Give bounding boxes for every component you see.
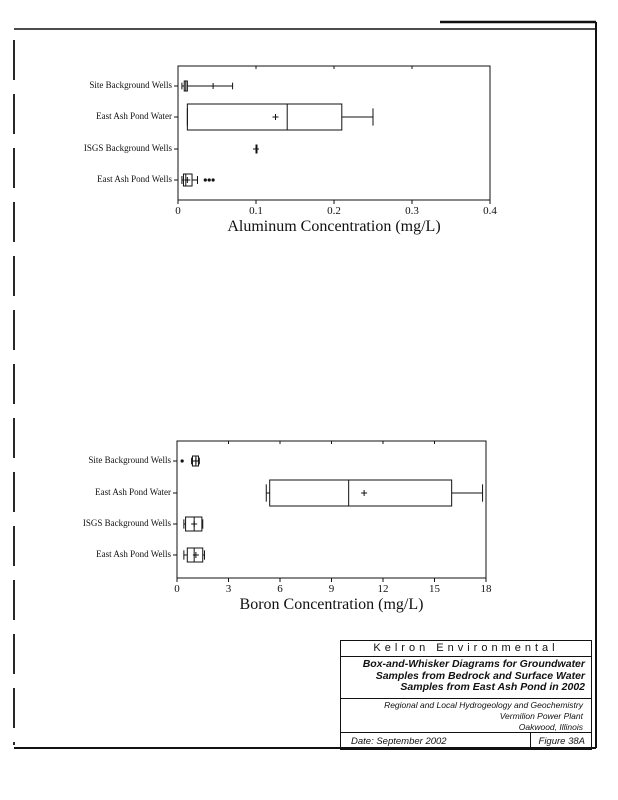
y-category-label: Site Background Wells [89, 80, 172, 90]
box-whisker [184, 517, 203, 531]
y-category-label: East Ash Pond Wells [97, 174, 172, 184]
y-category-label: ISGS Background Wells [82, 518, 171, 528]
figure-title-line: Box-and-Whisker Diagrams for Groundwater [362, 658, 585, 670]
outlier-point [181, 459, 184, 462]
x-tick-label: 0.2 [327, 205, 341, 217]
x-tick-label: 0 [175, 205, 181, 217]
box-whisker [184, 548, 205, 562]
project-info-line: Regional and Local Hydrogeology and Geochemistry [384, 700, 583, 710]
x-tick-label: 18 [480, 583, 492, 595]
y-category-label: Site Background Wells [88, 455, 171, 465]
x-axis-title: Aluminum Concentration (mg/L) [227, 218, 441, 235]
x-tick-label: 0.1 [249, 205, 263, 217]
x-tick-label: 0 [174, 583, 180, 595]
x-tick-label: 3 [225, 583, 232, 595]
y-category-label: East Ash Pond Water [96, 111, 172, 121]
project-info-line: Oakwood, Illinois [518, 722, 583, 732]
x-tick-label: 9 [328, 583, 335, 595]
figure-title-line: Samples from Bedrock and Surface Water [375, 669, 585, 682]
figure-title [341, 657, 591, 699]
x-axis-title: Boron Concentration (mg/L) [239, 596, 424, 613]
title-block [340, 640, 592, 750]
y-category-label: East Ash Pond Water [95, 487, 171, 497]
iqr-box [270, 480, 452, 506]
plot-frame [177, 441, 486, 578]
x-tick-label: 15 [429, 583, 440, 595]
project-info [341, 700, 591, 733]
y-category-label: East Ash Pond Wells [96, 549, 171, 559]
y-category-label: ISGS Background Wells [83, 143, 172, 153]
figure-number: Figure 38A [538, 736, 585, 747]
figure-title-line: Samples from East Ash Pond in 2002 [400, 681, 585, 693]
box-whisker [181, 456, 200, 466]
x-tick-label: 12 [377, 583, 389, 595]
company-name: Kelron Environmental [341, 641, 591, 657]
project-info-line: Vermilion Power Plant [499, 711, 583, 721]
x-tick-label: 0.3 [405, 205, 419, 217]
x-tick-label: 0.4 [483, 205, 497, 217]
date-label: Date: September 2002 [341, 733, 531, 750]
box-whisker [266, 480, 482, 506]
x-tick-label: 6 [277, 583, 283, 595]
